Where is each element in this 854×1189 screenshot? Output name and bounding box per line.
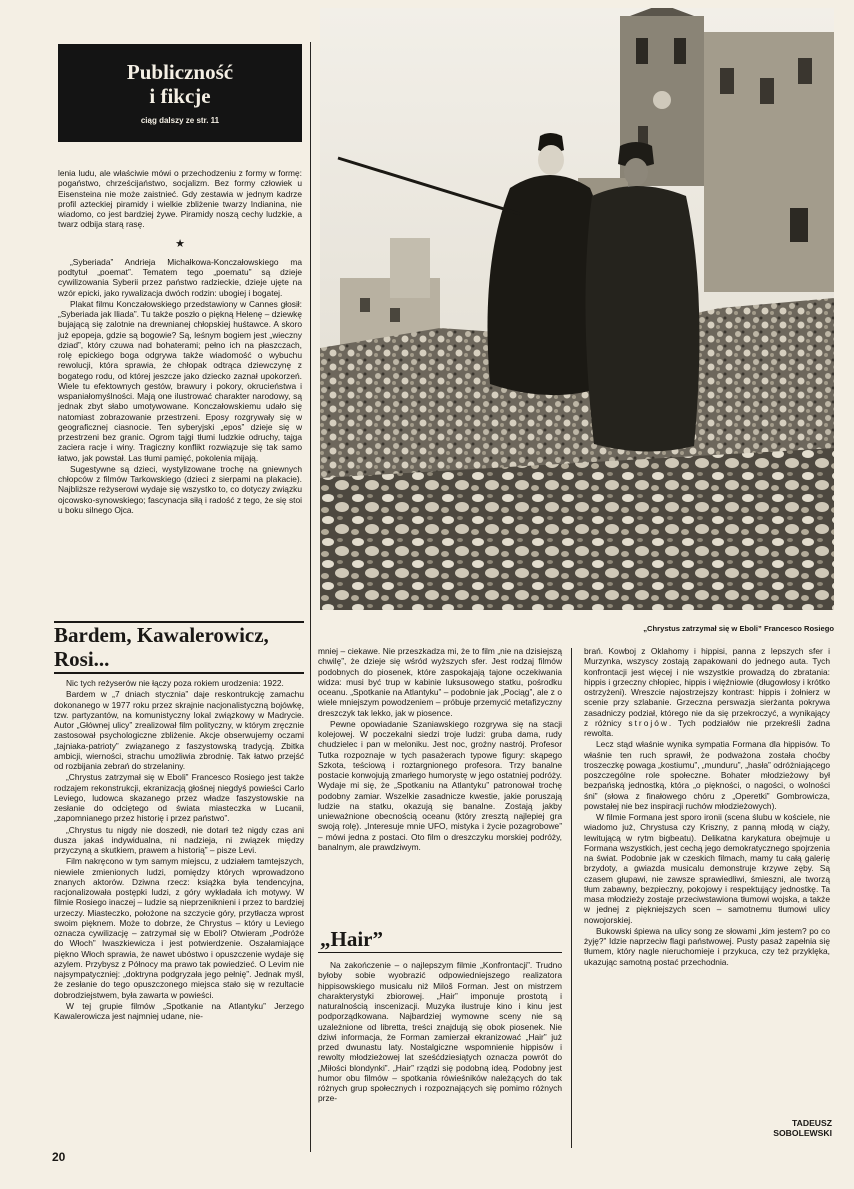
author-first-name: TADEUSZ: [792, 1118, 832, 1128]
middle-column-bottom: [318, 960, 562, 1105]
paragraph: W filmie Formana jest sporo ironii (scena ślubu w kościele, nie wiadomo już, Chrystusa czy Kriszny, z panną młodą w ciąży, lewitującą w rytm bigbeatu). Delikatna karykatura obejmuje u Formana wszystkich, jest cechą jego demokratycznego spojrzenia na świat. Podobnie jak w czeskich filmach, mamy tu całą galerię brzydoty, a gwiazda musicalu demonstruje krzywe zęby. Są czasem głupawi, nie zawsze sprawiedliwi, śmieszni, ale tworzą tłum zabawny, bezpieczny, pokojowy i respektujący jednostkę. Ta masa młodzieży zostaje przeciwstawiona tłumowi wojska, a także w jednej z piękniejszych scen – samotnemu tłumowi ulicy nowojorskiej.: [584, 812, 830, 925]
paragraph: „Syberiada” Andrieja Michałkowa-Konczałowskiego ma podtytuł „poemat”. Tematem tego „poematu” są dzieje cywilizowania Syberii przez państwo radzieckie, dzieje ujęte na wzór epicki, jako rywalizacja dwóch rodzin: ubogiej i bogatej.: [58, 256, 302, 298]
section-heading-line: Bardem, Kawalerowicz,: [54, 623, 269, 647]
section-rule: [318, 952, 562, 953]
paragraph: „Chrystus tu nigdy nie doszedł, nie dotarł też nigdy czas ani dusza jakaś indywidualna, ni nadzieja, ni związek między przyczyną a skutkiem, prawem a historią” – pisze Levi.: [54, 824, 304, 855]
paragraph: Film nakręcono w tym samym miejscu, z udziałem tamtejszych, niewiele zmienionych ludzi, pomiędzy których wprowadzono znanych aktorów. Dziwna rzecz: książka była tendencyjna, racjonalizowała postępki ludzi, z góry wykładała ich motywy. W filmie Rosiego inaczej – ludzie są nieprzeniknieni i przez to bardziej urzeczy. Miasteczko, położone na szczycie góry, przytłacza wprost swoim pięknem. Może to dobrze, że Chrystus – który u Leviego oznacza cywilizację – zatrzymał się w Eboli? Otwieram „Podróże do Włoch” Iwaszkiewicza i jest potwierdzenie. Oszałamiające piękno Włoch sprawia, że nawet ubóstwo i opuszczenie wydaje się azylem. Przybysz z Północy ma prawo tak powiedzieć. O Levim nie najsympatyczniej: „doktryna podgryzała jego pełnię”. Jednak myśl, że zesłanie do tego opuszczonego miejsca stało się w rezultacie dobrodziejstwem, była zawarta w powieści.: [54, 856, 304, 1000]
section-heading-bardem: [54, 624, 304, 671]
left-column-top: [58, 168, 302, 516]
left-column-bottom: [54, 678, 304, 1022]
continued-note: ciąg dalszy ze str. 11: [140, 115, 220, 125]
page-number: 20: [52, 1150, 66, 1164]
section-heading-hair: „Hair”: [320, 927, 383, 951]
section-rule: [54, 672, 304, 674]
section-heading-line: Rosi...: [54, 646, 110, 671]
paragraph: W tej grupie filmów „Spotkanie na Atlantyku” Jerzego Kawalerowicza jest najmniej udane, nie-: [54, 1000, 304, 1021]
article-title-box: [58, 44, 302, 142]
author-signature: [740, 1118, 832, 1139]
paragraph: mniej – ciekawe. Nie przeszkadza mi, że to film „nie na dzisiejszą chwilę”, że dzieje się wśród wyższych sfer. Jest rodzaj filmów podobnych do piosenek, które zaspokajają tajone oczekiwania widza: musi być trup w kabinie luksusowego statku, pośrodku oceanu. „Spotkanie na Atlantyku” – podobnie jak „Pociąg”, ale z o wiele mniejszym powodzeniem – próbuje przemycić metafizyczny dreszczyk tak lekko, jak w piosence.: [318, 646, 562, 718]
column-divider: [310, 42, 311, 1152]
star-separator: ★: [175, 237, 185, 250]
article-title-line1: Publiczność: [126, 60, 234, 85]
paragraph: Sugestywne są dzieci, wystylizowane trochę na gniewnych chłopców z filmów Tarkowskiego (dzieci z sierpami na plakacie). Najbliższe reżyserowi wydaje się wszystko to, co dotyczy związku ojcowsko-synowskiego; fascynacja siłą i radość z tego, że się stoi u boku silnego Ojca.: [58, 463, 302, 515]
paragraph: „Chrystus zatrzymał się w Eboli” Francesco Rosiego jest także rodzajem rekonstrukcji, ekranizacją głośnej niegdyś powieści Carlo Leviego, ludowca skazanego przez władze faszystowskie na zesłanie do odciętego od świata miasteczka w Lucanii, „zapomnianego przez historię i przez państwo”.: [54, 772, 304, 824]
paragraph: Bardem w „7 dniach stycznia” daje reskontrukcję zamachu dokonanego w 1977 roku przez skrajnie nacjonalistyczną bojówkę, tzw. partyzantów, na komunistyczny lokal związkowy w Madrycie. Autor „Głównej ulicy” zrealizował film polityczny, w którym zręcznie zastosował psychologiczne zbliżenie. Akcje obserwujemy oczami „tajniaka-patrioty” związanego z faszystowską tradycją. Zbitka ambicji, wierności, strachu umożliwia zbrodnię. Tak łatwo przejść od rozbijania zebrań do strzelaniny.: [54, 689, 304, 771]
text-run: . Tych podziałów nie przekreśli żadna rewolta.: [584, 717, 831, 738]
film-still-illustration: [320, 8, 834, 610]
paragraph: Pewne opowiadanie Szaniawskiego rozgrywa się na stacji kolejowej. W poczekalni siedzi troje ludzi: gruba dama, rudy chudzielec i pan w meloniku. Jest noc, groźny nastrój. Profesor Tutka rozpoznaje w tych pasażerach typowe figury: skąpego Szkota, teściową i roztargnionego profesora. Trzy banalne postacie konwojują zmarłego humorystę w jego ostatniej podróży. Wydaje mi się, że „Spotkaniu na Atlantyku” patronował trochę podobny zamiar. Wszelkie zasadnicze kwestie, jakie poruszają ludzie na statku, okazują się banalne. Zostają jakby unieważnione obecnością oceanu (który zresztą najlepiej gra swoją rolę). „Interesuje mnie UFO, mistyka i życie pozagrobowe” – mówi jedna z postaci. Oto film o dreszczyku morskiej podróży, banalnym, ale prawdziwym.: [318, 718, 562, 852]
paragraph: Na zakończenie – o najlepszym filmie „Konfrontacji”. Trudno byłoby sobie wyobrazić odpowiedniejszego realizatora hippisowskiego musicalu niż Miloš Forman. Jest on mistrzem charakterystyki zbiorowej. „Hair” imponuje prostotą i naturalnością inscenizacji. Muzyka ilustruje kino i kinu jest podporządkowana. Najbardziej wymowne sceny nie są uzależnione od libretta, treści znajdują się obok piosenek. Nie dziwi informacja, że Forman zamierzał ekranizować „Hair” już przed dwunastu laty. Nostalgiczne wspomnienie hippisów i rewolty młodzieżowej lat sześćdziesiątych oznacza powrót do „Miłości blondynki”. „Hair” rządzi się podobną ideą. Podobny jest humor obu filmów – spotkania rówieśników należących do tak różnych grup społecznych i rozpoznających się pomimo różnych prze-: [318, 960, 562, 1104]
paragraph: Bukowski śpiewa na ulicy song ze słowami „kim jestem? po co żyję?” Idzie naprzeciw flagi państwowej. Pusty pasaż zapełnia się tłumem, który nagle nieruchomieje i przykuca, czy też przyklęka, ukazując samotną postać przechodnia.: [584, 925, 830, 967]
right-column: [584, 646, 830, 968]
author-last-name: SOBOLEWSKI: [773, 1128, 832, 1139]
column-divider: [571, 648, 572, 1148]
middle-column: [318, 646, 562, 853]
text-run: brań. Kowboj z Oklahomy i hippisi, panna z lepszych sfer i Murzynka, wszyscy zostają zapakowani do jednego auta. Tych konfrontacji jest więcej i nie wszystkie prowadzą do zbratania: hippis i grzeczny chłopiec, hippis i więźniowie (długowłosy i krótko ostrzyżeni). Wreszcie najostrzejszy kontrast: hippis i żołnierz w scenie przy szlabanie. Grzeczna perswazja sierżanta pokrywa zasadniczy podział, którego nie da się przekroczyć, a wynikający z różnicy: [584, 646, 830, 728]
paragraph: Lecz stąd właśnie wynika sympatia Formana dla hippisów. To właśnie ten ruch sprawił, że podważona została choćby troszeczkę powaga „kostiumu”, „munduru”, „hasła” odróżniającego poszczególne role społeczne. Bohater młodzieżowy był bezpańską jednostką, która „o piękności, o nagości, o wolności śni” (słowa z finałowego chóru z „Operetki” Gombrowicza, powstałej nie bez inspiracji ruchów młodzieżowych).: [584, 739, 830, 811]
paragraph: Plakat filmu Konczałowskiego przedstawiony w Cannes głosił: „Syberiada jak Iliada”. Tu także poszło o piękną Helenę – dziewkę bujającą się zalotnie na drewnianej chłopskiej huśtawce. A skoro już epopeja, gdzie są bogowie? Są, leśnym bogiem jest „wieczny dziad”, który czuwa nad bohaterami; pełno ich na płaszczach, rolę epickiego boga odgrywa także wiadomość o wybuchu rewolucji, która sprawia, że chłopak odtrąca dziewczynę z bogatego rodu, od której jeszcze jako dziecko zaznał upokorzeń. Wiele tu efektownych gestów, brawury i pokory, okrucieństwa i wspaniałomyślności. Mają one ilustrować charakter narodowy, są jednak zbyt słabo umotywowane. Konczałowskiemu udało się natomiast zobrazowanie przestrzeni. Eposy rozgrywały się w geograficznej ciasnocie. Ten syberyjski „epos” dzieje się w przestrzeni bez granic. Ogrom tajgi tłumi ludzkie odruchy, tajga zaciera racje i winy. Tragiczny konflikt rozwiązuje się tak samo łatwo, jak powstał. Las tłumi pamięć, pokolenia mijają.: [58, 298, 302, 463]
paragraph: Nic tych reżyserów nie łączy poza rokiem urodzenia: 1922.: [66, 678, 284, 688]
text-run-spaced: strojów: [628, 717, 669, 728]
caption-title: „Chrystus zatrzymał się w Eboli”: [643, 624, 762, 633]
paragraph: [584, 646, 830, 738]
photo-caption: [540, 624, 834, 633]
article-title-line2: i fikcje: [149, 83, 211, 108]
paragraph: lenia ludu, ale właściwie mówi o przechodzeniu z formy w formę: pogaństwo, chrześcijaństwo, socjalizm. Bez formy człowiek u Eisensteina nie może zaistnieć. Gdy zestawia w jednym kadrze profil azteckiej piramidy i wielkie zbliżenie twarzy Indianina, nie wiadomo, co jest bardziej żywe. Piramidy noszą cechy ludzkie, a twarz odbija starą rasę.: [58, 168, 302, 230]
caption-author: Francesco Rosiego: [763, 624, 834, 633]
film-still-photo: [320, 8, 834, 610]
